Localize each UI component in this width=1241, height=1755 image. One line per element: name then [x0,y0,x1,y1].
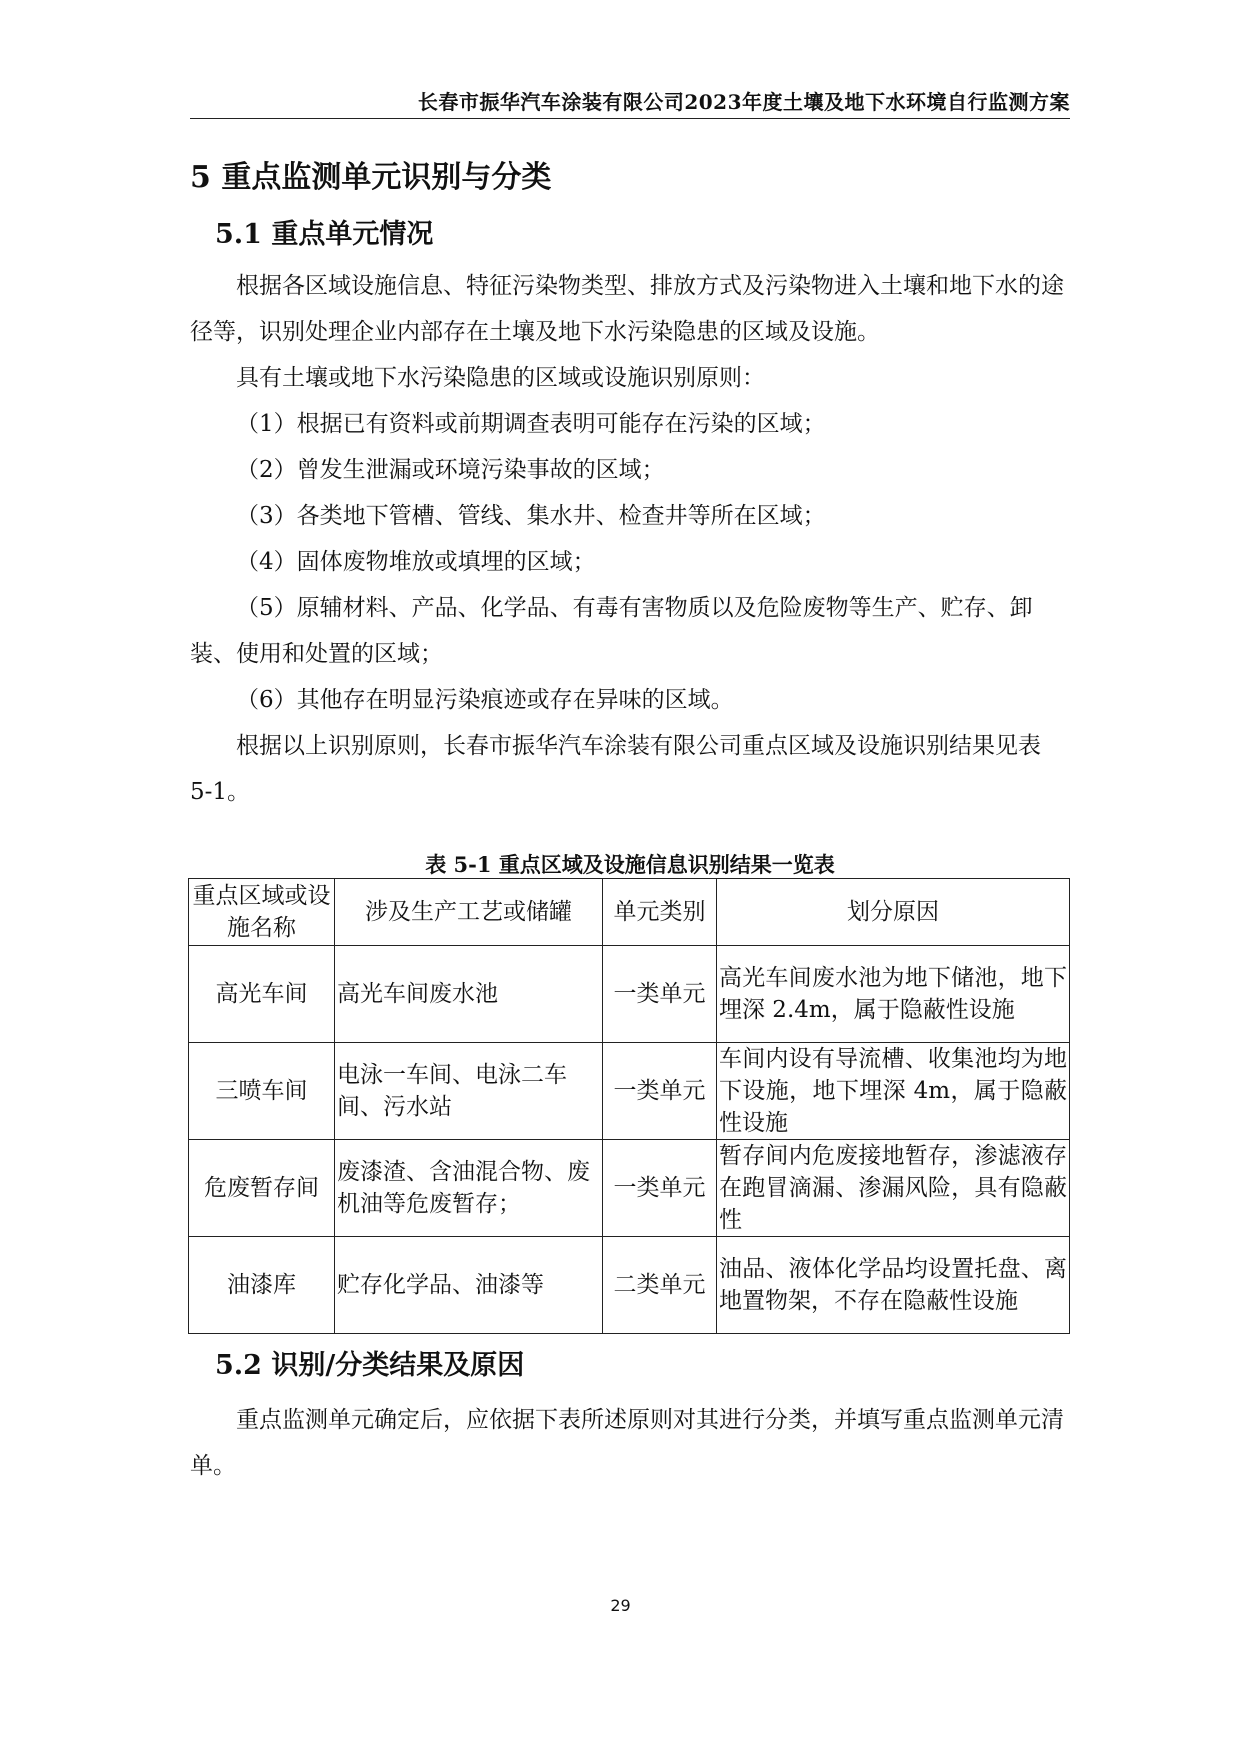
paragraph-classification: 重点监测单元确定后，应依据下表所述原则对其进行分类，并填写重点监测单元清单。 [190,1407,1064,1479]
table-cell: 三喷车间 [189,1043,335,1140]
subsection-title-5-1: 5.1 重点单元情况 [215,219,434,250]
list-item: （4）固体废物堆放或填埋的区域； [236,549,596,575]
table-cell: 一类单元 [603,946,717,1043]
paragraph-principles: 具有土壤或地下水污染隐患的区域或设施识别原则： [236,365,765,391]
paragraph-result: 根据以上识别原则，长春市振华汽车涂装有限公司重点区域及设施识别结果见表 5-1。 [190,733,1041,805]
list-item: （6）其他存在明显污染痕迹或存在异味的区域。 [236,687,734,713]
table-cell: 一类单元 [603,1140,717,1237]
page-number: 29 [610,1596,631,1615]
table-cell: 一类单元 [603,1043,717,1140]
table-cell: 暂存间内危废接地暂存，渗滤液存在跑冒滴漏、渗漏风险，具有隐蔽性 [717,1140,1070,1237]
table-cell: 高光车间 [189,946,335,1043]
section-title: 5 重点监测单元识别与分类 [190,160,552,195]
table-cell: 贮存化学品、油漆等 [335,1237,603,1334]
table-cell: 高光车间废水池为地下储池，地下埋深 2.4m，属于隐蔽性设施 [717,946,1070,1043]
list-item: （2）曾发生泄漏或环境污染事故的区域； [236,457,665,483]
table-cell: 油品、液体化学品均设置托盘、离地置物架，不存在隐蔽性设施 [717,1237,1070,1334]
table-cell: 电泳一车间、电泳二车间、污水站 [335,1043,603,1140]
table-cell: 油漆库 [189,1237,335,1334]
table-header-cell: 划分原因 [717,879,1070,946]
header-divider [190,118,1070,119]
table-cell: 车间内设有导流槽、收集池均为地下设施，地下埋深 4m，属于隐蔽性设施 [717,1043,1070,1140]
table-cell: 废漆渣、含油混合物、废机油等危废暂存； [335,1140,603,1237]
subsection-title-5-2: 5.2 识别/分类结果及原因 [215,1350,525,1381]
table-header-row [189,879,1070,946]
table-cell: 危废暂存间 [189,1140,335,1237]
table-cell: 高光车间废水池 [335,946,603,1043]
table-row [189,1237,1070,1334]
table-row [189,1140,1070,1237]
list-item: （5）原辅材料、产品、化学品、有毒有害物质以及危险废物等生产、贮存、卸装、使用和处置的区域； [190,595,1033,667]
list-item: （3）各类地下管槽、管线、集水井、检查井等所在区域； [236,503,826,529]
list-item: （1）根据已有资料或前期调查表明可能存在污染的区域； [236,411,826,437]
table-header-cell: 单元类别 [603,879,717,946]
table-header-cell: 重点区域或设施名称 [189,879,335,946]
table-row [189,946,1070,1043]
identification-table [188,878,1070,1334]
table-caption: 表 5-1 重点区域及设施信息识别结果一览表 [425,852,835,877]
table-row [189,1043,1070,1140]
table-cell: 二类单元 [603,1237,717,1334]
running-header: 长春市振华汽车涂装有限公司2023年度土壤及地下水环境自行监测方案 [417,90,1070,114]
table-header-cell: 涉及生产工艺或储罐 [335,879,603,946]
paragraph-intro: 根据各区域设施信息、特征污染物类型、排放方式及污染物进入土壤和地下水的途径等，识别处理企业内部存在土壤及地下水污染隐患的区域及设施。 [190,273,1064,345]
